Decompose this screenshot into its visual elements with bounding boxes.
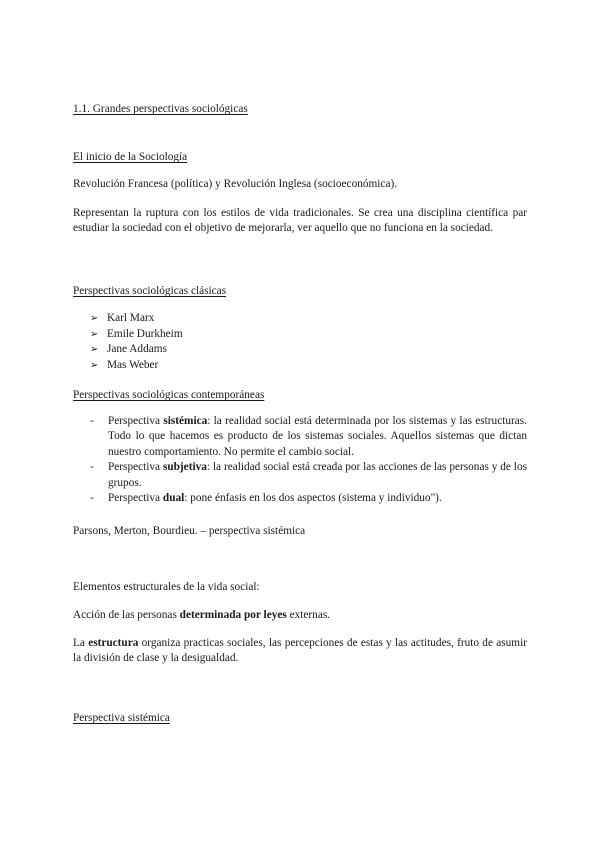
paragraph-ruptura: Representan la ruptura con los estilos de vida tradicionales. Se crea una disciplina científica par estudiar la sociedad con el objetivo de mejorarla, ver aquello que no funciona en la sociedad. bbox=[73, 207, 527, 235]
list-item: - Perspectiva subjetiva: la realidad social está creada por las acciones de las personas y de los grupos. bbox=[90, 461, 527, 489]
section-title-clasicas: Perspectivas sociológicas clásicas bbox=[73, 285, 227, 297]
list-item: ➢ Mas Weber bbox=[90, 358, 183, 374]
contemporary-perspectives-list bbox=[90, 414, 527, 506]
list-item: - Perspectiva dual: pone énfasis en los dos aspectos (sistema y individuo"). bbox=[90, 492, 442, 505]
list-item: ➢ Jane Addams bbox=[90, 342, 183, 358]
section-title-inicio: El inicio de la Sociología bbox=[73, 151, 188, 163]
arrow-bullet-icon: ➢ bbox=[90, 359, 99, 371]
section-title-contemporaneas: Perspectivas sociológicas contemporáneas bbox=[73, 389, 265, 401]
paragraph-accion: Acción de las personas determinada por leyes externas. bbox=[73, 609, 331, 621]
classic-authors-list bbox=[90, 311, 183, 373]
list-item: ➢ Emile Durkheim bbox=[90, 327, 183, 343]
list-item: - Perspectiva sistémica: la realidad social está determinada por los sistemas y las estructuras. Todo lo que hacemos es producto de los sistemas sociales. Aquellos sistemas que dictan nuestro comportamiento. No permite el cambio social. bbox=[90, 415, 527, 458]
paragraph-estructura: La estructura organiza practicas sociales, las percepciones de estas y las actitudes, fruto de asumir la división de clase y la desigualdad. bbox=[73, 637, 527, 665]
section-title-sistemica: Perspectiva sistémica bbox=[73, 712, 170, 724]
arrow-bullet-icon: ➢ bbox=[90, 313, 99, 324]
arrow-bullet-icon: ➢ bbox=[90, 344, 99, 356]
list-item: ➢ Karl Marx bbox=[90, 311, 183, 327]
arrow-bullet-icon: ➢ bbox=[90, 328, 99, 340]
paragraph-revoluciones: Revolución Francesa (política) y Revolución Inglesa (socioeconómica). bbox=[73, 178, 398, 190]
document-heading: 1.1. Grandes perspectivas sociológicas bbox=[73, 103, 248, 115]
authors-line: Parsons, Merton, Bourdieu. – perspectiva sistémica bbox=[73, 525, 306, 537]
section-title-elementos: Elementos estructurales de la vida social: bbox=[73, 581, 260, 593]
